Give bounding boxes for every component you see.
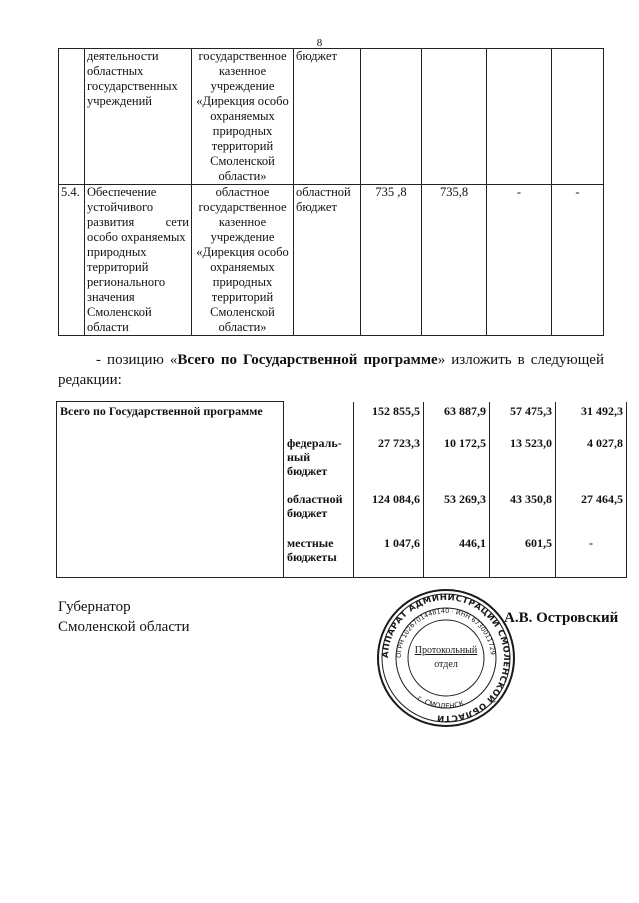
amount-total-cell: 735 ,8: [361, 185, 422, 336]
funding-source-cell: областной бюджет: [294, 185, 361, 336]
amount-year2-cell: -: [487, 185, 552, 336]
amount-cell: 13 523,0: [490, 434, 556, 490]
program-table-continuation: [58, 48, 604, 336]
funding-source-cell: федераль-ный бюджет: [284, 434, 354, 490]
signatory-name: А.В. Островский: [504, 610, 619, 626]
funding-source-cell: [284, 402, 354, 434]
amendment-paragraph: - позицию «Всего по Государственной программе» изложить в следующей редакции:: [58, 352, 604, 388]
seal-inner-text: ОГРН 1026701448140 · ИНН 6730011729: [394, 606, 497, 659]
empty-label-cell: [57, 490, 284, 534]
empty-label-cell: [57, 434, 284, 490]
funding-source-cell: областной бюджет: [284, 490, 354, 534]
table-row: [59, 49, 604, 185]
table-row: [57, 402, 627, 434]
amount-cell: [552, 49, 604, 185]
page-number: 8: [316, 37, 323, 49]
amount-cell: 53 269,3: [424, 490, 490, 534]
seal-bottom-text: г. СМОЛЕНСК: [415, 694, 466, 711]
position-line: Губернатор: [58, 599, 131, 615]
position-line: Смоленской области: [58, 619, 190, 635]
amount-cell: 27 464,5: [556, 490, 627, 534]
table-row: [59, 185, 604, 336]
measure-name-rest: особо охраняемых природных территорий регионального значения Смоленской области: [87, 230, 186, 334]
official-seal: [375, 587, 517, 729]
svg-text:г. СМОЛЕНСК: [416, 694, 465, 710]
amount-cell: 4 027,8: [556, 434, 627, 490]
amount-cell: 43 350,8: [490, 490, 556, 534]
measure-name-line: Обеспечение устойчивого развития сети: [87, 185, 189, 229]
row-number-cell: [59, 49, 85, 185]
amount-cell: 124 084,6: [354, 490, 424, 534]
executor-cell: областное государственное казенное учреждение «Дирекция особо охраняемых природных территорий Смоленской области»: [192, 185, 294, 336]
amount-cell: 27 723,3: [354, 434, 424, 490]
amount-cell: 601,5: [490, 534, 556, 578]
table-row: [57, 434, 627, 490]
row-number-cell: 5.4.: [59, 185, 85, 336]
amount-cell: 446,1: [424, 534, 490, 578]
amount-cell: 31 492,3: [556, 402, 627, 434]
program-total-label: Всего по Государственной программе: [57, 402, 284, 434]
table-row: [57, 490, 627, 534]
amount-cell: 1 047,6: [354, 534, 424, 578]
seal-center-line2: отдел: [434, 659, 458, 670]
amount-cell: -: [556, 534, 627, 578]
table-row: [57, 534, 627, 578]
amount-cell: 152 855,5: [354, 402, 424, 434]
empty-label-cell: [57, 534, 284, 578]
executor-cell: государственное казенное учреждение «Дирекция особо охраняемых природных территорий Смоленской области»: [192, 49, 294, 185]
amount-cell: [361, 49, 422, 185]
amount-cell: [487, 49, 552, 185]
seal-outer-text: АППАРАТ АДМИНИСТРАЦИИ СМОЛЕНСКОЙ ОБЛАСТИ: [380, 592, 512, 724]
measure-name-cell: деятельности областных государственных учреждений: [85, 49, 192, 185]
seal-center-line1: Протокольный: [414, 645, 478, 656]
amount-cell: 63 887,9: [424, 402, 490, 434]
funding-source-cell: местные бюджеты: [284, 534, 354, 578]
amount-cell: 57 475,3: [490, 402, 556, 434]
program-total-table: [56, 401, 627, 578]
amount-year1-cell: 735,8: [422, 185, 487, 336]
amount-cell: 10 172,5: [424, 434, 490, 490]
amount-year3-cell: -: [552, 185, 604, 336]
funding-source-cell: бюджет: [294, 49, 361, 185]
signatory-position: [58, 597, 190, 637]
measure-name-cell: [85, 185, 192, 336]
amount-cell: [422, 49, 487, 185]
